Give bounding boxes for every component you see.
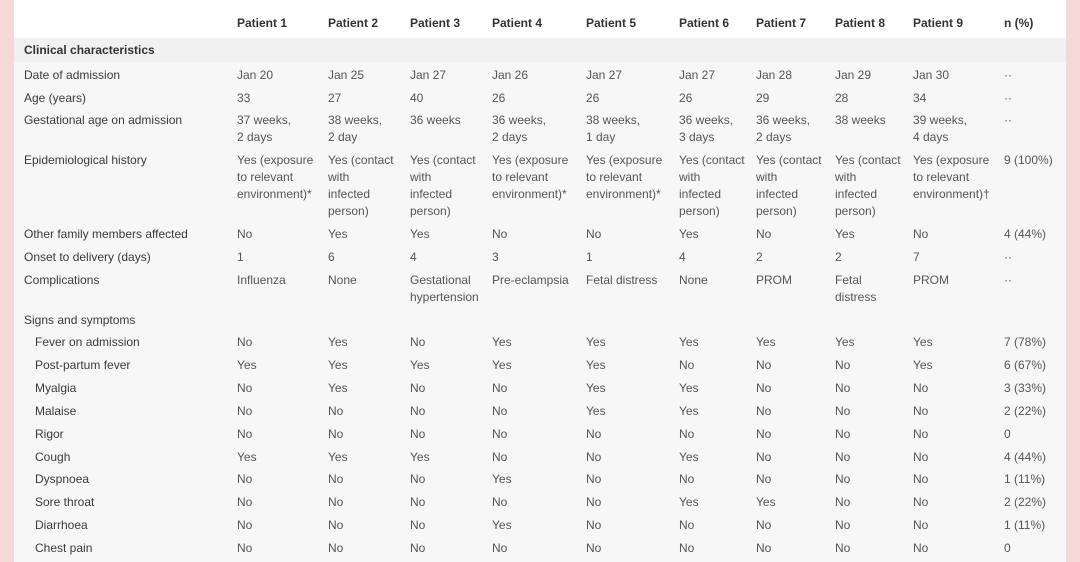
- cell-onset-to-delivery-p5: 1: [586, 250, 593, 264]
- row-label-chest-pain: Chest pain: [35, 541, 93, 555]
- cell-cough-n: 4 (44%): [1004, 450, 1047, 464]
- cell-fever-on-admission-p8: Yes: [835, 335, 855, 349]
- clinical-table: [14, 0, 1066, 562]
- cell-myalgia-p7: No: [756, 381, 772, 395]
- column-header-patient-5: Patient 5: [586, 16, 637, 30]
- cell-gestational-age-p8: 38 weeks: [835, 113, 886, 127]
- cell-diarrhoea-p3: No: [410, 518, 426, 532]
- cell-sore-throat-p4: No: [492, 495, 508, 509]
- cell-date-of-admission-p1: Jan 20: [237, 68, 274, 82]
- row-label-family-affected: Other family members affected: [24, 227, 188, 241]
- cell-cough-p5: No: [586, 450, 602, 464]
- cell-sore-throat-p5: No: [586, 495, 602, 509]
- cell-family-affected-p8: Yes: [835, 227, 855, 241]
- column-header-n-percent: n (%): [1004, 16, 1034, 30]
- cell-myalgia-p9: No: [913, 381, 929, 395]
- cell-age-p6: 26: [679, 91, 693, 105]
- cell-chest-pain-p4: No: [492, 541, 508, 555]
- row-label-dyspnoea: Dyspnoea: [35, 472, 90, 486]
- cell-cough-p4: No: [492, 450, 508, 464]
- cell-gestational-age-p2: 38 weeks, 2 day: [328, 113, 383, 144]
- cell-onset-to-delivery-p7: 2: [756, 250, 763, 264]
- cell-epidemiological-history-p8: Yes (contact with infected person): [835, 153, 901, 218]
- cell-gestational-age-p4: 36 weeks, 2 days: [492, 113, 547, 144]
- cell-chest-pain-p3: No: [410, 541, 426, 555]
- cell-cough-p7: No: [756, 450, 772, 464]
- cell-chest-pain-p5: No: [586, 541, 602, 555]
- cell-sore-throat-p6: Yes: [679, 495, 699, 509]
- cell-post-partum-fever-p6: No: [679, 358, 695, 372]
- cell-onset-to-delivery-n: ··: [1004, 250, 1012, 264]
- cell-date-of-admission-p2: Jan 25: [328, 68, 365, 82]
- cell-chest-pain-p1: No: [237, 541, 253, 555]
- cell-sore-throat-p3: No: [410, 495, 426, 509]
- cell-diarrhoea-p7: No: [756, 518, 772, 532]
- cell-complications-p3: Gestational hypertension: [410, 273, 479, 304]
- cell-fever-on-admission-p2: Yes: [328, 335, 348, 349]
- row-label-fever-on-admission: Fever on admission: [35, 335, 140, 349]
- column-header-patient-1: Patient 1: [237, 16, 288, 30]
- cell-dyspnoea-p8: No: [835, 472, 851, 486]
- cell-complications-p6: None: [679, 273, 708, 287]
- cell-date-of-admission-p7: Jan 28: [756, 68, 793, 82]
- cell-rigor-p3: No: [410, 427, 426, 441]
- row-label-complications: Complications: [24, 273, 100, 287]
- row-label-sore-throat: Sore throat: [35, 495, 95, 509]
- cell-sore-throat-p7: Yes: [756, 495, 776, 509]
- column-header-patient-2: Patient 2: [328, 16, 379, 30]
- cell-cough-p3: Yes: [410, 450, 430, 464]
- cell-onset-to-delivery-p1: 1: [237, 250, 244, 264]
- cell-fever-on-admission-n: 7 (78%): [1004, 335, 1047, 349]
- cell-date-of-admission-p4: Jan 26: [492, 68, 529, 82]
- cell-malaise-p8: No: [835, 404, 851, 418]
- cell-cough-p6: Yes: [679, 450, 699, 464]
- cell-complications-p4: Pre-eclampsia: [492, 273, 569, 287]
- cell-dyspnoea-p2: No: [328, 472, 344, 486]
- cell-complications-p5: Fetal distress: [586, 273, 658, 287]
- cell-age-n: ··: [1004, 91, 1012, 105]
- cell-myalgia-p8: No: [835, 381, 851, 395]
- cell-cough-p8: No: [835, 450, 851, 464]
- cell-family-affected-n: 4 (44%): [1004, 227, 1047, 241]
- row-label-onset-to-delivery: Onset to delivery (days): [24, 250, 151, 264]
- cell-myalgia-p2: Yes: [328, 381, 348, 395]
- cell-age-p7: 29: [756, 91, 770, 105]
- cell-cough-p9: No: [913, 450, 929, 464]
- row-label-diarrhoea: Diarrhoea: [35, 518, 88, 532]
- row-label-cough: Cough: [35, 450, 71, 464]
- cell-complications-n: ··: [1004, 273, 1012, 287]
- cell-post-partum-fever-n: 6 (67%): [1004, 358, 1047, 372]
- cell-post-partum-fever-p1: Yes: [237, 358, 257, 372]
- cell-diarrhoea-p5: No: [586, 518, 602, 532]
- cell-myalgia-p1: No: [237, 381, 253, 395]
- cell-diarrhoea-p4: Yes: [492, 518, 512, 532]
- cell-malaise-p5: Yes: [586, 404, 606, 418]
- cell-dyspnoea-p6: No: [679, 472, 695, 486]
- row-label-myalgia: Myalgia: [35, 381, 77, 395]
- cell-gestational-age-p1: 37 weeks, 2 days: [237, 113, 292, 144]
- cell-diarrhoea-p8: No: [835, 518, 851, 532]
- row-label-rigor: Rigor: [35, 427, 64, 441]
- cell-age-p4: 26: [492, 91, 506, 105]
- cell-age-p2: 27: [328, 91, 342, 105]
- cell-complications-p7: PROM: [756, 273, 792, 287]
- cell-gestational-age-n: ··: [1004, 113, 1012, 127]
- cell-epidemiological-history-p1: Yes (exposure to relevant environment)*: [237, 153, 314, 201]
- cell-family-affected-p3: Yes: [410, 227, 430, 241]
- cell-chest-pain-p7: No: [756, 541, 772, 555]
- cell-diarrhoea-p1: No: [237, 518, 253, 532]
- cell-post-partum-fever-p2: Yes: [328, 358, 348, 372]
- cell-sore-throat-p1: No: [237, 495, 253, 509]
- cell-malaise-p3: No: [410, 404, 426, 418]
- cell-gestational-age-p3: 36 weeks: [410, 113, 461, 127]
- cell-family-affected-p4: No: [492, 227, 508, 241]
- row-label-malaise: Malaise: [35, 404, 77, 418]
- cell-family-affected-p2: Yes: [328, 227, 348, 241]
- cell-complications-p1: Influenza: [237, 273, 286, 287]
- cell-epidemiological-history-p4: Yes (exposure to relevant environment)*: [492, 153, 569, 201]
- cell-rigor-n: 0: [1004, 427, 1011, 441]
- cell-epidemiological-history-n: 9 (100%): [1004, 153, 1053, 167]
- cell-fever-on-admission-p5: Yes: [586, 335, 606, 349]
- cell-age-p8: 28: [835, 91, 849, 105]
- cell-rigor-p7: No: [756, 427, 772, 441]
- cell-myalgia-n: 3 (33%): [1004, 381, 1047, 395]
- cell-cough-p2: Yes: [328, 450, 348, 464]
- cell-family-affected-p1: No: [237, 227, 253, 241]
- cell-post-partum-fever-p9: Yes: [913, 358, 933, 372]
- cell-rigor-p4: No: [492, 427, 508, 441]
- cell-dyspnoea-p4: Yes: [492, 472, 512, 486]
- cell-fever-on-admission-p7: Yes: [756, 335, 776, 349]
- cell-date-of-admission-p8: Jan 29: [835, 68, 872, 82]
- cell-malaise-p6: Yes: [679, 404, 699, 418]
- cell-fever-on-admission-p4: Yes: [492, 335, 512, 349]
- row-label-age: Age (years): [24, 91, 87, 105]
- cell-dyspnoea-n: 1 (11%): [1004, 472, 1046, 486]
- cell-onset-to-delivery-p4: 3: [492, 250, 499, 264]
- cell-fever-on-admission-p1: No: [237, 335, 253, 349]
- cell-epidemiological-history-p9: Yes (exposure to relevant environment)†: [913, 153, 990, 201]
- cell-rigor-p2: No: [328, 427, 344, 441]
- cell-date-of-admission-p5: Jan 27: [586, 68, 623, 82]
- column-header-patient-3: Patient 3: [410, 16, 461, 30]
- cell-malaise-p7: No: [756, 404, 772, 418]
- cell-diarrhoea-n: 1 (11%): [1004, 518, 1046, 532]
- cell-myalgia-p3: No: [410, 381, 426, 395]
- cell-gestational-age-p9: 39 weeks, 4 days: [913, 113, 968, 144]
- cell-chest-pain-p6: No: [679, 541, 695, 555]
- cell-post-partum-fever-p3: Yes: [410, 358, 430, 372]
- column-header-patient-9: Patient 9: [913, 16, 964, 30]
- cell-gestational-age-p5: 38 weeks, 1 day: [586, 113, 641, 144]
- cell-myalgia-p4: No: [492, 381, 508, 395]
- cell-myalgia-p6: Yes: [679, 381, 699, 395]
- cell-sore-throat-p9: No: [913, 495, 929, 509]
- cell-epidemiological-history-p7: Yes (contact with infected person): [756, 153, 822, 218]
- cell-dyspnoea-p9: No: [913, 472, 929, 486]
- cell-epidemiological-history-p3: Yes (contact with infected person): [410, 153, 476, 218]
- cell-malaise-p1: No: [237, 404, 253, 418]
- cell-onset-to-delivery-p3: 4: [410, 250, 417, 264]
- cell-chest-pain-n: 0: [1004, 541, 1011, 555]
- section-header-band: [14, 38, 1066, 62]
- cell-rigor-p1: No: [237, 427, 253, 441]
- cell-epidemiological-history-p6: Yes (contact with infected person): [679, 153, 745, 218]
- row-label-epidemiological-history: Epidemiological history: [24, 153, 147, 167]
- cell-dyspnoea-p1: No: [237, 472, 253, 486]
- row-label-date-of-admission: Date of admission: [24, 68, 121, 82]
- cell-family-affected-p6: Yes: [679, 227, 699, 241]
- cell-chest-pain-p9: No: [913, 541, 929, 555]
- cell-malaise-n: 2 (22%): [1004, 404, 1047, 418]
- column-header-patient-8: Patient 8: [835, 16, 886, 30]
- cell-age-p1: 33: [237, 91, 251, 105]
- cell-age-p3: 40: [410, 91, 424, 105]
- cell-date-of-admission-p9: Jan 30: [913, 68, 950, 82]
- cell-sore-throat-p2: No: [328, 495, 344, 509]
- cell-gestational-age-p6: 36 weeks, 3 days: [679, 113, 734, 144]
- cell-dyspnoea-p3: No: [410, 472, 426, 486]
- cell-diarrhoea-p2: No: [328, 518, 344, 532]
- cell-onset-to-delivery-p8: 2: [835, 250, 842, 264]
- cell-rigor-p8: No: [835, 427, 851, 441]
- cell-myalgia-p5: Yes: [586, 381, 606, 395]
- cell-rigor-p9: No: [913, 427, 929, 441]
- cell-post-partum-fever-p7: No: [756, 358, 772, 372]
- cell-sore-throat-n: 2 (22%): [1004, 495, 1047, 509]
- cell-chest-pain-p8: No: [835, 541, 851, 555]
- cell-complications-p8: Fetal distress: [835, 273, 877, 304]
- cell-dyspnoea-p7: No: [756, 472, 772, 486]
- cell-age-p5: 26: [586, 91, 600, 105]
- row-label-signs-and-symptoms: Signs and symptoms: [24, 313, 136, 327]
- cell-complications-p2: None: [328, 273, 357, 287]
- cell-sore-throat-p8: No: [835, 495, 851, 509]
- cell-family-affected-p7: No: [756, 227, 772, 241]
- cell-family-affected-p9: No: [913, 227, 929, 241]
- cell-gestational-age-p7: 36 weeks, 2 days: [756, 113, 811, 144]
- cell-fever-on-admission-p9: Yes: [913, 335, 933, 349]
- cell-epidemiological-history-p5: Yes (exposure to relevant environment)*: [586, 153, 663, 201]
- cell-malaise-p9: No: [913, 404, 929, 418]
- cell-onset-to-delivery-p6: 4: [679, 250, 686, 264]
- cell-date-of-admission-p6: Jan 27: [679, 68, 716, 82]
- cell-malaise-p4: No: [492, 404, 508, 418]
- cell-post-partum-fever-p8: No: [835, 358, 851, 372]
- cell-date-of-admission-n: ··: [1004, 68, 1012, 82]
- cell-cough-p1: Yes: [237, 450, 257, 464]
- column-header-patient-6: Patient 6: [679, 16, 730, 30]
- section-title: Clinical characteristics: [24, 43, 155, 57]
- cell-rigor-p6: No: [679, 427, 695, 441]
- cell-rigor-p5: No: [586, 427, 602, 441]
- cell-diarrhoea-p9: No: [913, 518, 929, 532]
- cell-post-partum-fever-p5: Yes: [586, 358, 606, 372]
- cell-malaise-p2: No: [328, 404, 344, 418]
- cell-diarrhoea-p6: No: [679, 518, 695, 532]
- column-header-patient-7: Patient 7: [756, 16, 807, 30]
- cell-onset-to-delivery-p2: 6: [328, 250, 335, 264]
- cell-fever-on-admission-p6: Yes: [679, 335, 699, 349]
- cell-epidemiological-history-p2: Yes (contact with infected person): [328, 153, 394, 218]
- cell-date-of-admission-p3: Jan 27: [410, 68, 447, 82]
- row-label-post-partum-fever: Post-partum fever: [35, 358, 131, 372]
- cell-dyspnoea-p5: No: [586, 472, 602, 486]
- cell-age-p9: 34: [913, 91, 927, 105]
- cell-chest-pain-p2: No: [328, 541, 344, 555]
- cell-post-partum-fever-p4: Yes: [492, 358, 512, 372]
- cell-complications-p9: PROM: [913, 273, 949, 287]
- column-header-patient-4: Patient 4: [492, 16, 543, 30]
- cell-family-affected-p5: No: [586, 227, 602, 241]
- cell-onset-to-delivery-p9: 7: [913, 250, 920, 264]
- row-label-gestational-age: Gestational age on admission: [24, 113, 183, 127]
- cell-fever-on-admission-p3: No: [410, 335, 426, 349]
